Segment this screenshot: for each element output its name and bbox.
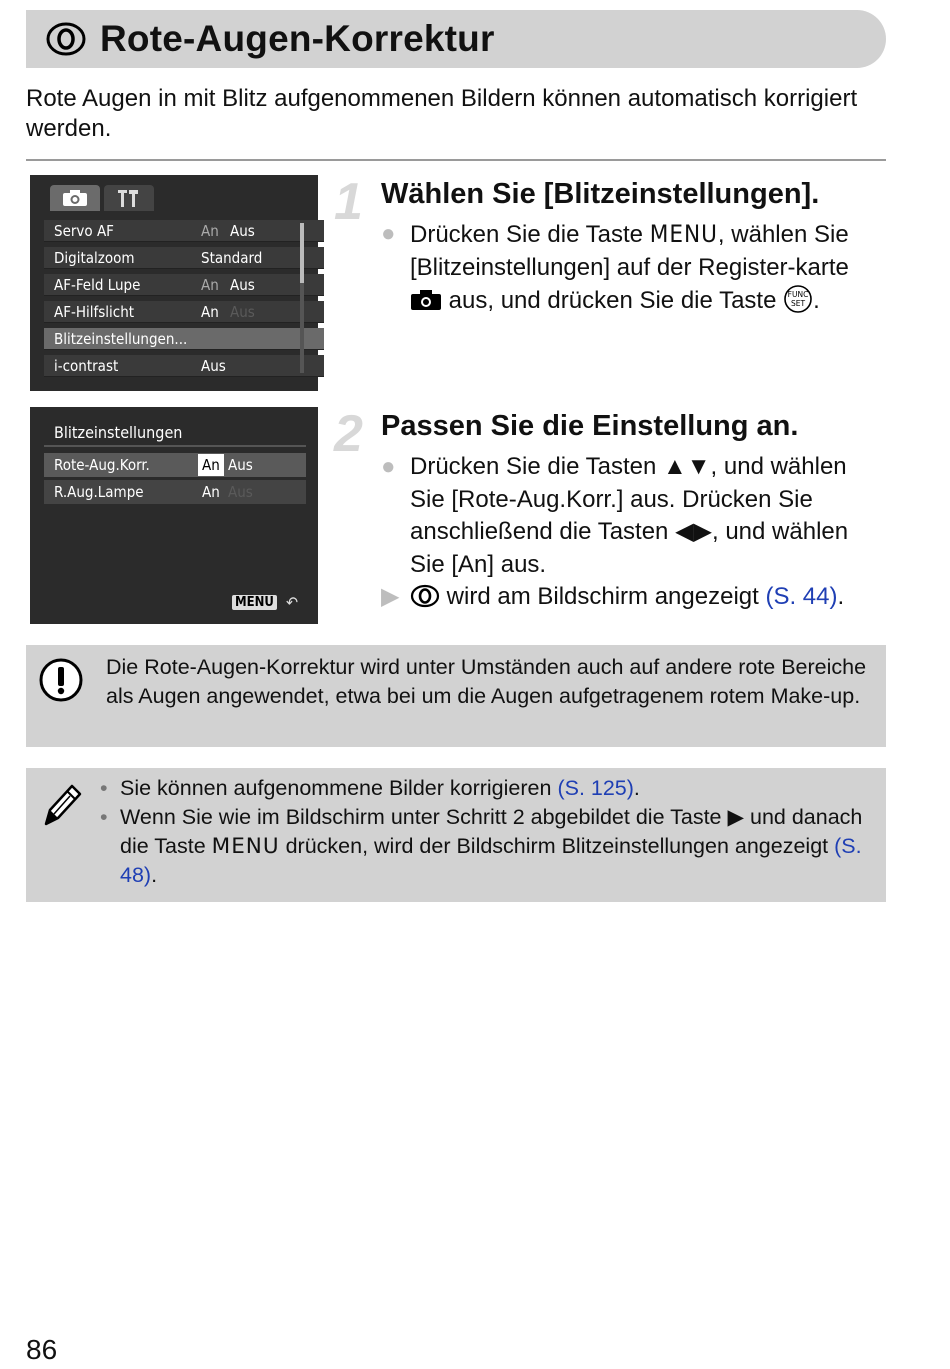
step-number: 1 bbox=[334, 173, 363, 231]
instruction-text bbox=[410, 218, 886, 318]
list-item bbox=[100, 803, 880, 890]
text: wird am Bildschirm angezeigt bbox=[440, 583, 766, 610]
row-value-on: An bbox=[202, 483, 220, 501]
step-instructions bbox=[381, 451, 886, 614]
result-arrow-icon: ▶ bbox=[381, 583, 400, 610]
text: Wenn Sie wie im Bildschirm unter Schritt 2 abgebildet die Taste bbox=[120, 805, 728, 829]
settings-tab bbox=[104, 185, 154, 211]
pencil-icon bbox=[40, 780, 84, 832]
step-instructions bbox=[381, 218, 886, 318]
row-value-on: An bbox=[198, 454, 224, 476]
caution-icon bbox=[38, 657, 84, 703]
step-heading: Passen Sie die Einstellung an. bbox=[381, 410, 799, 442]
screen-scrollbar bbox=[300, 223, 304, 373]
row-value-on: An bbox=[201, 221, 219, 240]
page-reference-link[interactable]: (S. 48) bbox=[120, 834, 862, 887]
page-number: 86 bbox=[26, 1334, 58, 1365]
menu-tabs bbox=[50, 185, 154, 211]
row-value-on: An bbox=[201, 302, 219, 321]
text: aus, und drücken Sie die Taste bbox=[442, 287, 784, 314]
left-right-arrows-icon: ◀▶ bbox=[675, 518, 712, 545]
row-label: Digitalzoom bbox=[54, 248, 135, 267]
bullet-dot-icon: • bbox=[100, 776, 108, 800]
tip-text bbox=[120, 803, 880, 890]
step-number: 2 bbox=[334, 405, 363, 463]
text: , und wählen Sie [An] aus. bbox=[410, 518, 849, 578]
row-label: Servo AF bbox=[54, 221, 114, 240]
instruction-bullet bbox=[381, 218, 886, 318]
right-arrow-icon: ▶ bbox=[727, 805, 745, 829]
menu-key-label: MENU bbox=[649, 220, 718, 248]
row-label: AF-Feld Lupe bbox=[54, 275, 141, 294]
camera-screen-menu bbox=[30, 175, 318, 391]
menu-button-badge: MENU bbox=[232, 595, 277, 610]
bullet-dot-icon: • bbox=[100, 805, 108, 829]
menu-row bbox=[44, 355, 324, 377]
menu-row bbox=[44, 274, 324, 296]
text: , und wählen Sie [Rote-Aug.Korr.] aus. Drücken Sie anschließend die Tasten bbox=[410, 453, 847, 545]
camera-tab-icon bbox=[410, 289, 442, 311]
tip-text bbox=[120, 774, 640, 803]
text: . bbox=[837, 583, 845, 610]
menu-row bbox=[44, 301, 324, 323]
text: und danach die Taste bbox=[120, 805, 863, 858]
text: . bbox=[813, 287, 820, 314]
screen-title: Blitzeinstellungen bbox=[54, 423, 183, 442]
list-item bbox=[100, 774, 880, 803]
instruction-bullet bbox=[381, 451, 886, 581]
tips-box bbox=[26, 768, 886, 902]
back-arrow-icon: ↶ bbox=[286, 593, 299, 612]
divider bbox=[26, 159, 886, 161]
title-bar bbox=[26, 10, 886, 68]
text: Sie können aufgenommene Bilder korrigieren bbox=[120, 776, 558, 800]
row-value-off: Aus bbox=[230, 221, 255, 240]
result-text bbox=[410, 581, 844, 614]
tools-icon bbox=[118, 188, 140, 208]
row-value-on: An bbox=[201, 275, 219, 294]
row-label: R.Aug.Lampe bbox=[54, 483, 144, 501]
tips-list bbox=[100, 774, 880, 890]
page-reference-link[interactable]: (S. 125) bbox=[557, 776, 634, 800]
page-reference-link[interactable]: (S. 44) bbox=[765, 583, 838, 610]
camera-screen-flash-settings bbox=[30, 407, 318, 624]
menu-row bbox=[44, 247, 324, 269]
instruction-text bbox=[410, 451, 886, 581]
result-bullet bbox=[381, 581, 886, 614]
menu-row bbox=[44, 220, 324, 242]
intro-text: Rote Augen in mit Blitz aufgenommenen Bildern können automatisch korrigiert werden. bbox=[26, 85, 858, 142]
text: Drücken Sie die Taste bbox=[410, 221, 650, 248]
text: . bbox=[633, 776, 640, 800]
row-value-off: Aus bbox=[228, 483, 253, 501]
page-title: Rote-Augen-Korrektur bbox=[100, 18, 495, 59]
camera-icon bbox=[62, 189, 88, 207]
text: , wählen Sie [Blitzeinstellungen] auf der Register-karte bbox=[410, 221, 849, 281]
up-down-arrows-icon: ▲▼ bbox=[663, 453, 711, 480]
bullet-dot-icon: ● bbox=[381, 220, 396, 247]
row-value-off: Aus bbox=[230, 275, 255, 294]
caution-box bbox=[26, 645, 886, 747]
svg-text:SET: SET bbox=[791, 299, 806, 308]
row-value: Aus bbox=[201, 356, 226, 375]
func-set-button-icon bbox=[783, 284, 813, 314]
menu-row-selected bbox=[44, 328, 324, 350]
caution-text: Die Rote-Augen-Korrektur wird unter Umständen auch auf andere rote Bereiche als Augen angewendet, etwa bei um die Augen aufgetragenem rotem Make-up. bbox=[106, 655, 867, 708]
red-eye-icon bbox=[410, 584, 440, 608]
menu-row bbox=[44, 480, 306, 504]
red-eye-icon bbox=[46, 19, 86, 59]
text: drücken, wird der Bildschirm Blitzeinstellungen angezeigt bbox=[279, 834, 835, 858]
screen-divider bbox=[44, 445, 306, 447]
camera-tab bbox=[50, 185, 100, 211]
row-value-off: Aus bbox=[230, 302, 255, 321]
row-label: AF-Hilfslicht bbox=[54, 302, 135, 321]
row-value-off: Aus bbox=[228, 456, 253, 474]
row-label: Blitzeinstellungen... bbox=[54, 329, 188, 348]
row-value: Standard bbox=[201, 248, 263, 267]
svg-text:FUNC: FUNC bbox=[787, 290, 809, 299]
scroll-thumb bbox=[300, 223, 304, 283]
menu-key-label: MENU bbox=[211, 834, 280, 859]
bullet-dot-icon: ● bbox=[381, 453, 396, 480]
row-label: Rote-Aug.Korr. bbox=[54, 456, 150, 474]
step-heading: Wählen Sie [Blitzeinstellungen]. bbox=[381, 178, 820, 210]
menu-row-selected bbox=[44, 453, 306, 477]
text: . bbox=[151, 863, 158, 887]
row-label: i-contrast bbox=[54, 356, 119, 375]
text: Drücken Sie die Tasten bbox=[410, 453, 664, 480]
